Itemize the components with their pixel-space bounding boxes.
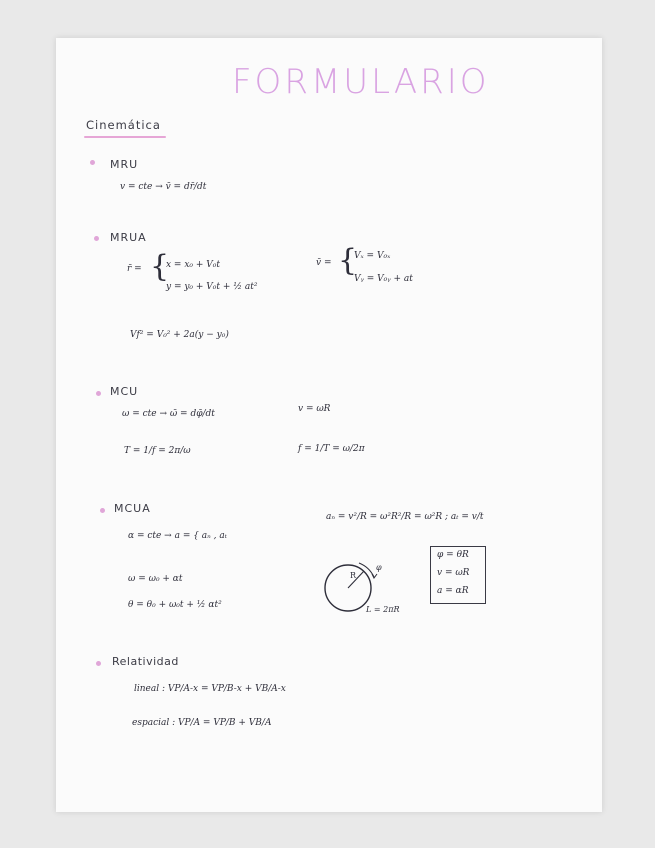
relations-box	[430, 546, 486, 604]
formula-r-label: r̄ =	[127, 264, 142, 274]
box-line-1: φ = θR	[437, 550, 469, 560]
formula-v-y: Vᵧ = V₀ᵧ + at	[354, 274, 413, 284]
notebook-page	[56, 38, 602, 812]
formula-v-label: v̄ =	[316, 258, 332, 268]
box-line-3: a = αR	[437, 586, 469, 596]
formula-r-x: x = x₀ + V₀t	[166, 260, 221, 270]
label-phi: φ	[376, 563, 382, 572]
brace-r: {	[150, 249, 170, 284]
formula-espacial: espacial : VP/A = VP/B + VB/A	[132, 718, 272, 728]
formula-mcua-an: aₙ = v²/R = ω²R²/R = ω²R ; aₜ = v/t	[326, 512, 484, 522]
bullet-mcu	[96, 391, 101, 396]
bullet-mcua	[100, 508, 105, 513]
heading-mcua: MCUA	[114, 502, 151, 515]
arc-arrow	[372, 574, 377, 578]
heading-mru: MRU	[110, 158, 139, 171]
page-title: FORMULARIO	[232, 62, 490, 102]
formula-mru: v = cte → v̄ = dr̄/dt	[120, 182, 207, 192]
heading-mrua: MRUA	[110, 231, 147, 244]
circle-diagram	[316, 554, 436, 634]
heading-relatividad: Relatividad	[112, 655, 179, 668]
formula-mcu-T: T = 1/f = 2π/ω	[124, 446, 191, 456]
bullet-mru	[90, 160, 95, 165]
formula-r-y: y = y₀ + V₀t + ½ at²	[166, 282, 258, 292]
formula-v-x: Vₓ = V₀ₓ	[354, 251, 391, 261]
formula-mcu-f: f = 1/T = ω/2π	[298, 444, 365, 454]
section-underline	[84, 136, 166, 138]
heading-mcu: MCU	[110, 385, 139, 398]
bullet-relatividad	[96, 661, 101, 666]
formula-mcua-alpha: α = cte → a = { aₙ , aₜ	[128, 531, 227, 541]
formula-lineal: lineal : VP/A-x = VP/B-x + VB/A-x	[134, 684, 286, 694]
bullet-mrua	[94, 236, 99, 241]
box-line-2: v = ωR	[437, 568, 470, 578]
brace-v: {	[338, 243, 358, 278]
formula-mcu-v: v = ωR	[298, 404, 331, 414]
formula-mcua-omega: ω = ω₀ + αt	[128, 574, 183, 584]
label-R: R	[350, 571, 357, 580]
formula-vf: Vf² = V₀² + 2a(y − y₀)	[130, 330, 229, 340]
section-title: Cinemática	[86, 118, 161, 132]
formula-mcua-theta: θ = θ₀ + ω₀t + ½ αt²	[128, 600, 222, 610]
formula-mcu-omega: ω = cte → ω̄ = dφ̄/dt	[122, 409, 215, 419]
label-circumference: L = 2πR	[366, 605, 400, 614]
